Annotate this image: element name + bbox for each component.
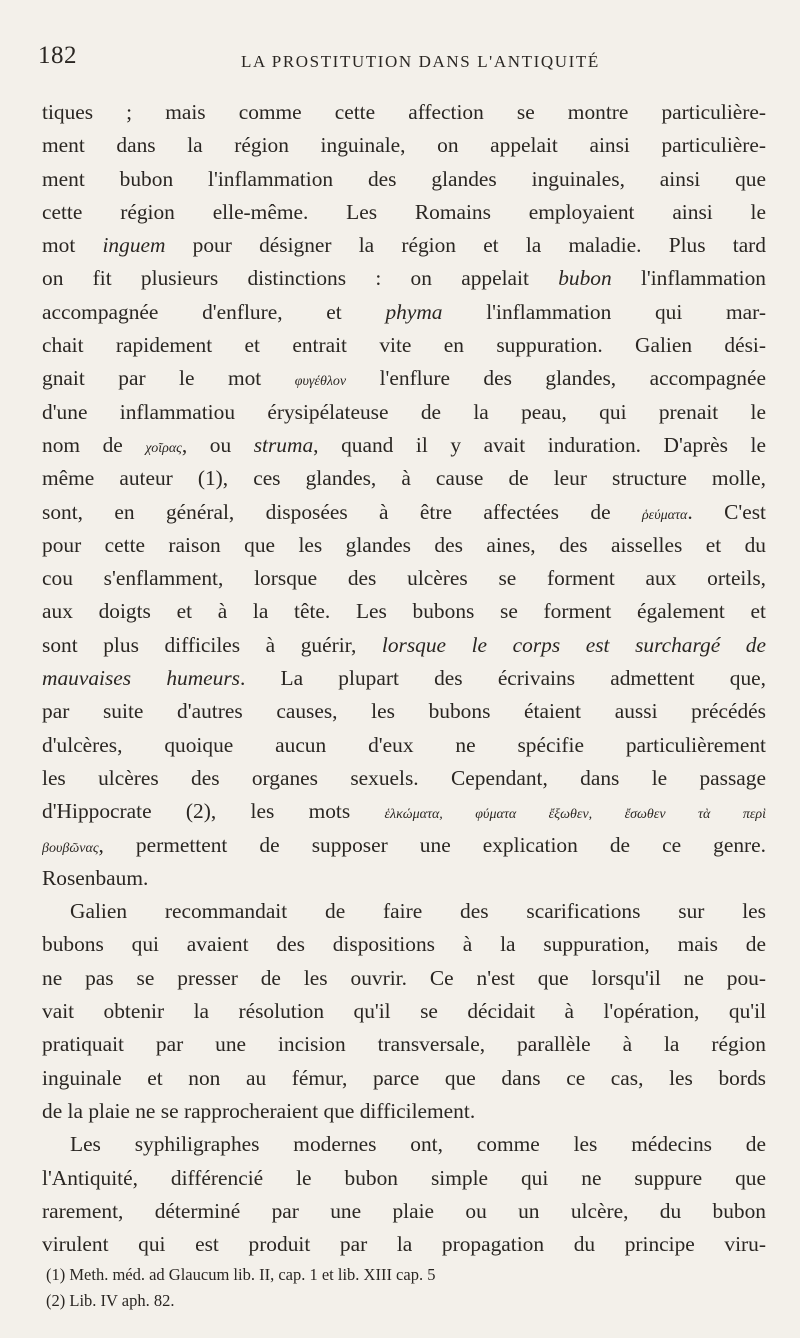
text-line: chait rapidement et entrait vite en suppuration. Galien dési- [42, 333, 766, 358]
text-line: Galien recommandait de faire des scarifications sur les [70, 899, 766, 924]
text-segment: . C'est [687, 499, 766, 524]
text-line [42, 496, 766, 529]
greek-term: φυγέθλον [294, 374, 347, 390]
text-segment: l'inflammation qui mar- [442, 299, 766, 324]
text-segment: nom de [42, 432, 146, 457]
text-line: ne pas se presser de les ouvrir. Ce n'est que lorsqu'il ne pou- [42, 965, 766, 990]
text-line: pratiquait par une incision transversale, parallèle à la région [42, 1032, 766, 1057]
text-segment: sont, en général, disposées à être affectées de [42, 499, 642, 524]
text-segment: , ou [181, 432, 254, 457]
italic-term: mauvaises humeurs [42, 666, 240, 691]
text-line: d'une inflammatiou érysipélateuse de la peau, qui prenait le [42, 399, 766, 424]
text-line: par suite d'autres causes, les bubons étaient aussi précédés [42, 699, 766, 724]
text-segment: d'Hippocrate (2), les mots [42, 799, 385, 824]
text-line: rarement, déterminé par une plaie ou un ulcère, du bubon [42, 1198, 766, 1223]
italic-term: bubon [558, 266, 612, 291]
text-segment: on fit plusieurs distinctions : on appelait [42, 266, 559, 291]
text-line: de la plaie ne se rapprocheraient que difficilement. [42, 1098, 476, 1123]
text-segment: , permettent de supposer une explication de ce genre. [98, 832, 766, 857]
text-segment: accompagnée d'enflure, et [42, 299, 386, 324]
text-line: ment bubon l'inflammation des glandes inguinales, ainsi que [42, 166, 766, 191]
text-line: aux doigts et à la tête. Les bubons se forment également et [42, 599, 766, 624]
text-line: Les syphiligraphes modernes ont, comme les médecins de [70, 1132, 766, 1157]
text-line: cette région elle-même. Les Romains employaient ainsi le [42, 199, 766, 224]
text-segment: . La plupart des écrivains admettent que, [240, 666, 766, 691]
text-line: Rosenbaum. [42, 865, 149, 890]
text-segment: sont plus difficiles à guérir, [42, 632, 382, 657]
text-line [42, 662, 766, 695]
footnote-2: (2) Lib. IV aph. 82. [46, 1291, 175, 1310]
text-line [42, 429, 766, 462]
greek-term: ῥεύματα [641, 507, 688, 523]
text-line: les ulcères des organes sexuels. Cependant, dans le passage [42, 765, 766, 790]
text-line: vait obtenir la résolution qu'il se décidait à l'opération, qu'il [42, 999, 766, 1024]
italic-term: struma [253, 432, 314, 457]
footnotes [46, 1262, 766, 1314]
page-number: 182 [38, 42, 77, 69]
text-line [42, 829, 766, 862]
text-line: inguinale et non au fémur, parce que dans ce cas, les bords [42, 1065, 766, 1090]
italic-term: inguem [102, 233, 166, 258]
greek-term: χοῖρας [145, 440, 182, 456]
greek-term: ἑλκώματα, φύματα ἔξωθεν, ἔσωθεν τὰ περὶ [384, 807, 766, 823]
greek-term: βουβῶνας [42, 840, 99, 856]
text-segment: mot [42, 233, 103, 258]
text-line: virulent qui est produit par la propagation du principe viru- [42, 1232, 766, 1257]
text-line: d'ulcères, quoique aucun d'eux ne spécifie particulièrement [42, 732, 766, 757]
text-segment: l'enflure des glandes, accompagnée [346, 366, 766, 391]
italic-term: lorsque le corps est surchargé de [381, 632, 766, 657]
text-line: pour cette raison que les glandes des aines, des aisselles et du [42, 532, 766, 557]
running-title: LA PROSTITUTION DANS L'ANTIQUITÉ [241, 52, 600, 71]
text-line: même auteur (1), ces glandes, à cause de leur structure molle, [42, 466, 766, 491]
text-segment: gnait par le mot [42, 366, 295, 391]
italic-term: phyma [385, 299, 443, 324]
text-line [42, 296, 766, 329]
footnote-1: (1) Meth. méd. ad Glaucum lib. II, cap. 1 et lib. XIII cap. 5 [46, 1265, 436, 1284]
text-line: bubons qui avaient des dispositions à la suppuration, mais de [42, 932, 766, 957]
text-segment: l'inflammation [611, 266, 766, 291]
text-line [42, 795, 766, 828]
running-head [38, 42, 760, 78]
text-line [42, 629, 766, 662]
body-text [42, 96, 766, 1261]
text-line [42, 229, 766, 262]
text-line: cou s'enflamment, lorsque des ulcères se forment aux orteils, [42, 566, 766, 591]
text-line [42, 362, 766, 395]
text-segment: , quand il y avait induration. D'après le [313, 432, 766, 457]
text-line: tiques ; mais comme cette affection se montre particulière- [42, 100, 766, 124]
text-line: l'Antiquité, différencié le bubon simple qui ne suppure que [42, 1165, 766, 1190]
text-line: ment dans la région inguinale, on appelait ainsi particulière- [42, 133, 766, 158]
text-segment: pour désigner la région et la maladie. Plus tard [165, 233, 766, 258]
text-line [42, 262, 766, 295]
